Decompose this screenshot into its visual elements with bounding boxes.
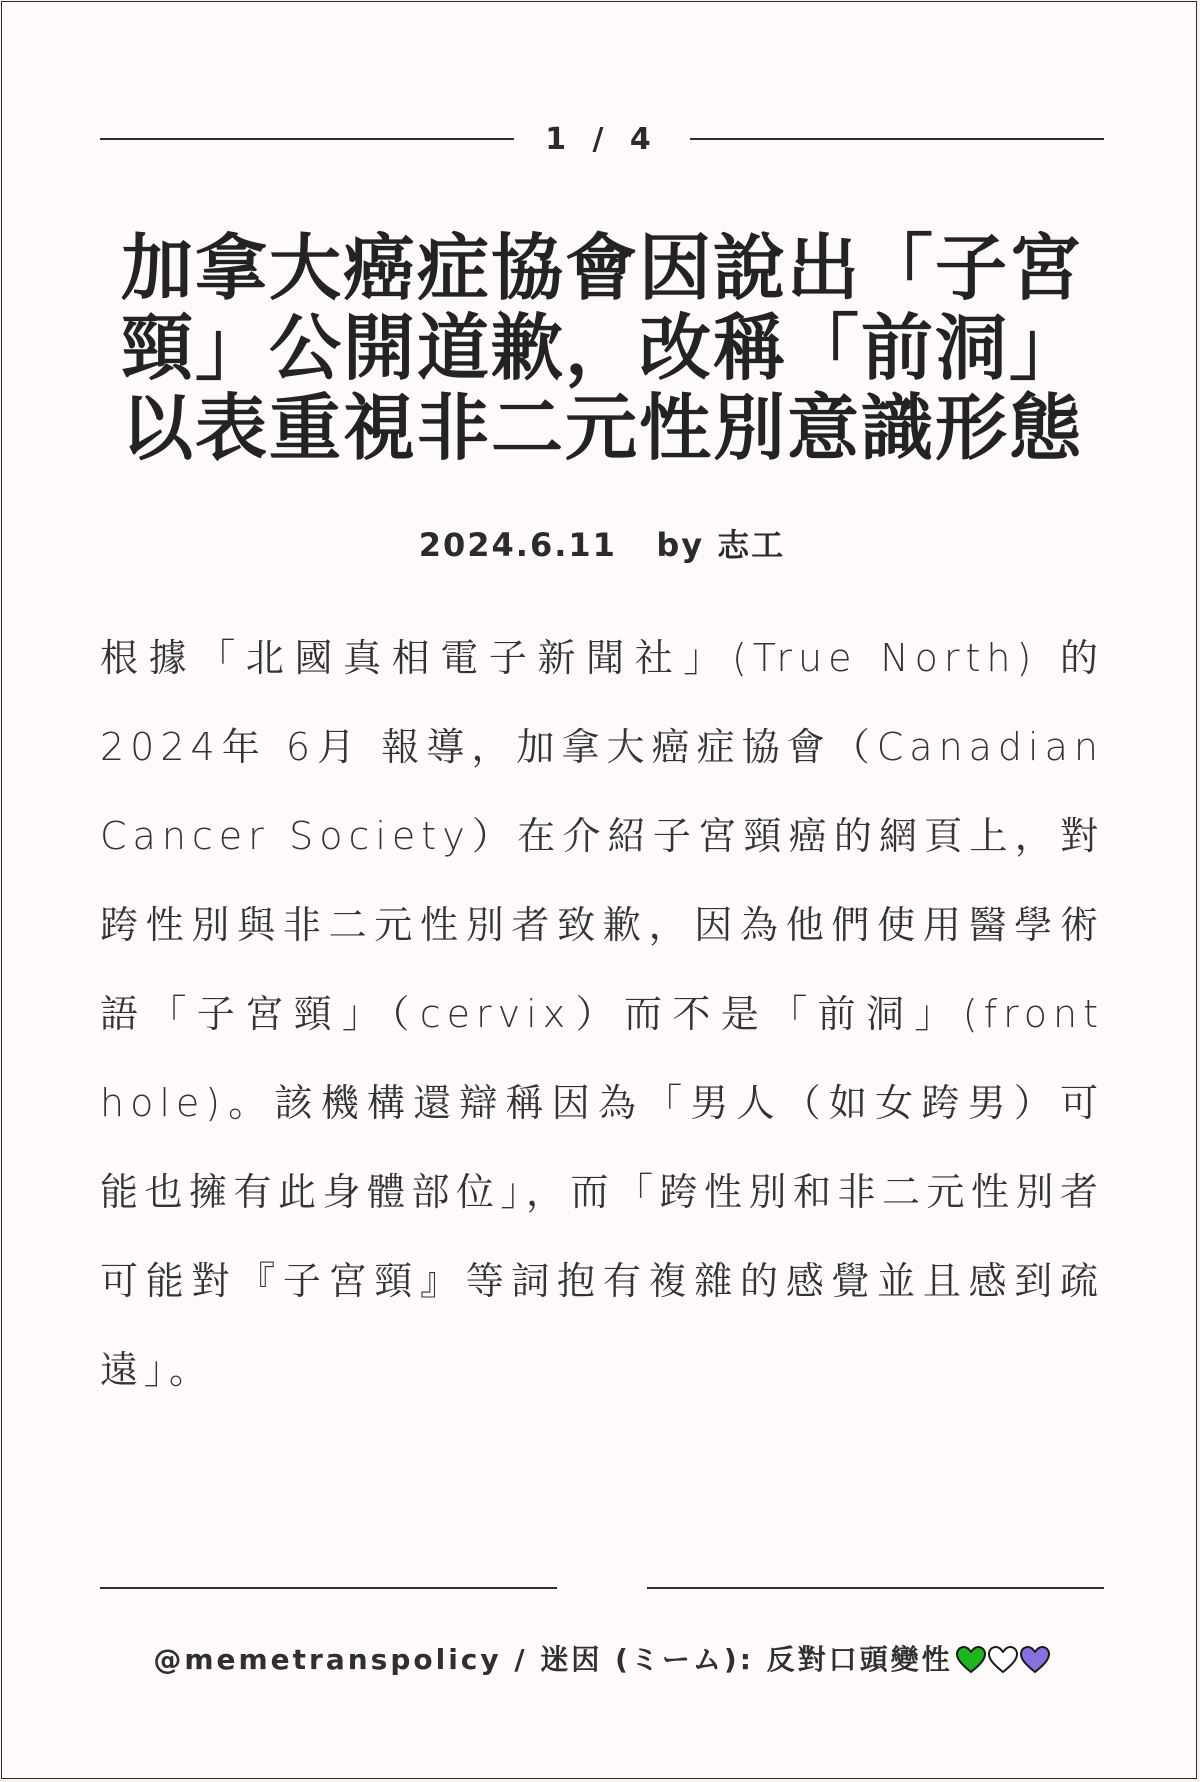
divider-right bbox=[690, 138, 1104, 140]
byline bbox=[100, 520, 1104, 566]
footer bbox=[100, 1638, 1104, 1678]
green-heart-icon bbox=[955, 1645, 987, 1675]
article-body: 根據「北國真相電子新聞社」(True North) 的 2024年 6月 報導，加拿大癌症協會（Canadian Cancer Society）在介紹子宮頸癌的網頁上，對跨性別與非二元性別者致歉，因為他們使用醫學術語「子宮頸」（cervix）而不是「前洞」(front hole)。該機構還辯稱因為「男人（如女跨男）可能也擁有此身體部位」，而「跨性別和非二元性別者可能對『子宮頸』等詞抱有複雜的感覺並且感到疏遠」。 bbox=[100, 636, 1104, 1392]
post-card bbox=[1, 1, 1197, 1779]
divider-left bbox=[100, 138, 514, 140]
purple-heart-icon bbox=[1019, 1645, 1051, 1675]
article-title: 加拿大癌症協會因說出「子宮頸」公開道歉，改稱「前洞」以表重視非二元性別意識形態 bbox=[120, 226, 1083, 470]
author: by 志工 bbox=[656, 526, 786, 564]
footer-text: @memetranspolicy / 迷因 (ミーム): 反對口頭變性 bbox=[153, 1643, 953, 1676]
divider-right bbox=[647, 1587, 1104, 1589]
page-indicator-row bbox=[100, 121, 1104, 157]
publish-date: 2024.6.11 bbox=[418, 526, 617, 564]
heart-icons bbox=[955, 1642, 1051, 1675]
divider-left bbox=[100, 1587, 557, 1589]
footer-divider-row bbox=[100, 1586, 1104, 1590]
white-heart-icon bbox=[987, 1645, 1019, 1675]
page-indicator: 1 / 4 bbox=[545, 121, 659, 157]
